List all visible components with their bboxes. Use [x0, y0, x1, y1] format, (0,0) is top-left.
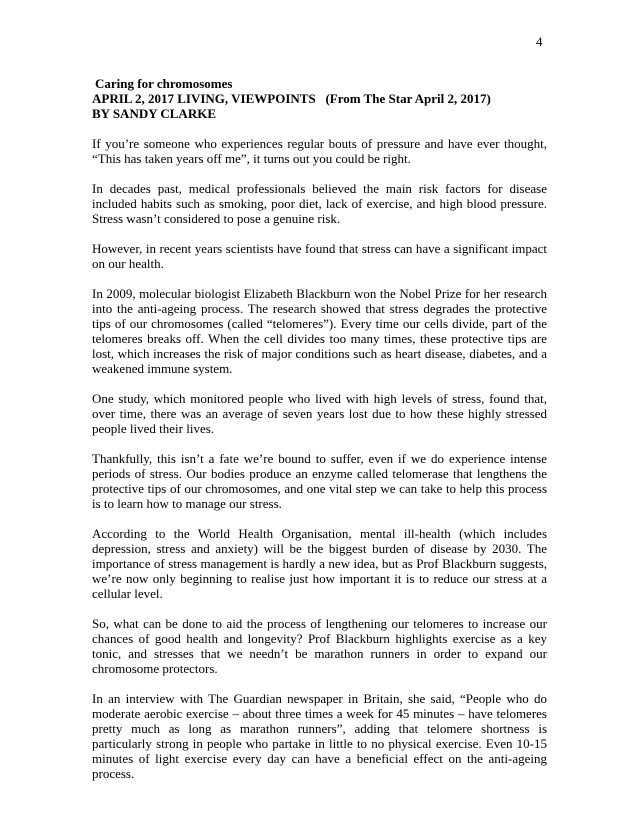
paragraph-1: If you’re someone who experiences regular bouts of pressure and have ever thought, “This has taken years off me”, it turns out you could be right.	[92, 136, 547, 166]
article-dateline: APRIL 2, 2017 LIVING, VIEWPOINTS (From The Star April 2, 2017)	[92, 91, 491, 106]
paragraph-8: So, what can be done to aid the process of lengthening our telomeres to increase our chances of good health and longevity? Prof Blackburn highlights exercise as a key tonic, and stresses that we needn’t be marathon runners in order to expand our chromosome protectors.	[92, 616, 547, 676]
paragraph-5: One study, which monitored people who lived with high levels of stress, found that, over time, there was an average of seven years lost due to how these highly stressed people lived their lives.	[92, 391, 547, 436]
page-number: 4	[536, 34, 543, 49]
paragraph-2: In decades past, medical professionals believed the main risk factors for disease included habits such as smoking, poor diet, lack of exercise, and high blood pressure. Stress wasn’t considered to pose a genuine risk.	[92, 181, 547, 226]
article-byline: BY SANDY CLARKE	[92, 106, 216, 121]
article-title: Caring for chromosomes	[95, 76, 233, 91]
paragraph-3: However, in recent years scientists have found that stress can have a significant impact on our health.	[92, 241, 547, 271]
paragraph-9: In an interview with The Guardian newspaper in Britain, she said, “People who do moderate aerobic exercise – about three times a week for 45 minutes – have telomeres pretty much as long as marathon runners”, adding that telomere shortness is particularly strong in people who partake in little to no physical exercise. Even 10-15 minutes of light exercise every day can have a beneficial effect on the anti-ageing process.	[92, 691, 547, 781]
paragraph-7: According to the World Health Organisation, mental ill-health (which includes depression, stress and anxiety) will be the biggest burden of disease by 2030. The importance of stress management is hardly a new idea, but as Prof Blackburn suggests, we’re now only beginning to realise just how important it is to reduce our stress at a cellular level.	[92, 526, 547, 601]
paragraph-4: In 2009, molecular biologist Elizabeth Blackburn won the Nobel Prize for her research into the anti-ageing process. The research showed that stress degrades the protective tips of our chromosomes (called “telomeres”). Every time our cells divide, part of the telomeres breaks off. When the cell divides too many times, these protective tips are lost, which increases the risk of major conditions such as heart disease, diabetes, and a weakened immune system.	[92, 286, 547, 376]
article	[92, 76, 547, 796]
paragraph-6: Thankfully, this isn’t a fate we’re bound to suffer, even if we do experience intense periods of stress. Our bodies produce an enzyme called telomerase that lengthens the protective tips of our chromosomes, and one vital step we can take to help this process is to learn how to manage our stress.	[92, 451, 547, 511]
